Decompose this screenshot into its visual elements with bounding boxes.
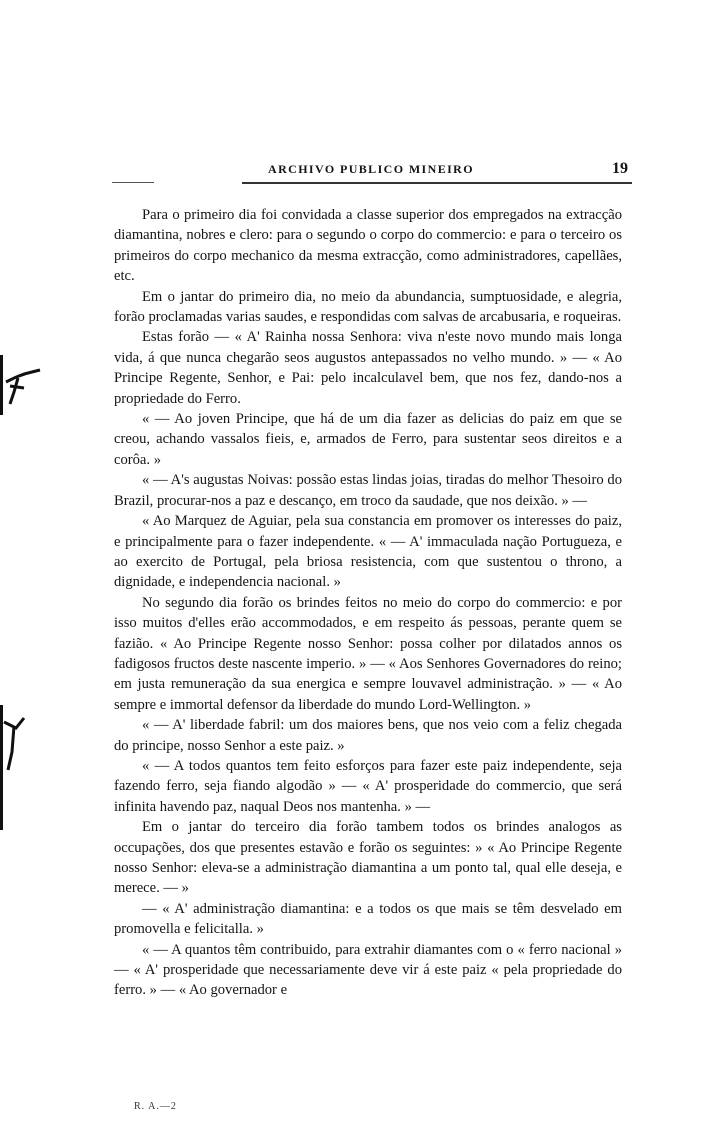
page-number: 19 (612, 160, 628, 177)
running-header (112, 158, 632, 182)
signature-mark: R. A.—2 (134, 1101, 177, 1112)
paragraph: No segundo dia forão os brindes feitos no meio do corpo do commercio: e por isso muitos d'elles erão accommodados, e em respeito ás pessoas, perante quem se fazião. « Ao Principe Regente nosso Senhor: possa colher por dilatados annos os fadigosos fructos deste nascente imperio. » — « Aos Senhores Governadores do reino; em justa remuneração da sua energica e sempre louvavel administração. » — « Ao sempre e immortal defensor da liberdade do mundo Lord-Wellington. » (114, 594, 622, 713)
paragraph: « Ao Marquez de Aguiar, pela sua constancia em promover os interesses do paiz, e principalmente para o fazer independente. « — A' immaculada nação Portugueza, e ao exercito de Portugal, pela briosa resistencia, com que sustentou o throno, a dignidade, e independencia nacional. » (114, 513, 622, 591)
paragraph: « — A's augustas Noivas: possão estas lindas joias, tiradas do melhor Thesoiro do Brazil, procurar-nos a paz e descanço, em troco da saudade, que nos deixão. » — (114, 472, 622, 509)
scan-artifact (0, 355, 3, 415)
header-rule-left (112, 182, 154, 183)
paragraph: « — A quantos têm contribuido, para extrahir diamantes com o « ferro nacional » — « A' prosperidade que necessariamente deve vir á este paiz « pela propriedade do ferro. » — « Ao governador e (114, 941, 622, 999)
paragraph: — « A' administração diamantina: e a todos os que mais se têm desvelado em promovella e felicitalla. » (114, 900, 622, 938)
header-title: ARCHIVO PUBLICO MINEIRO (268, 162, 474, 176)
paragraph: « — Ao joven Principe, que há de um dia fazer as delicias do paiz em que se creou, achando vassalos fieis, e, armados de Ferro, para sustentar seos direitos e a corôa. » (114, 411, 622, 468)
paragraph: « — A todos quantos tem feito esforços para fazer este paiz independente, seja fazendo ferro, seja fiando algodão » — « A' prosperidade do commercio, que será infinita havendo paz, naqual Deos nos mantenha. » — (114, 757, 622, 815)
paragraph: « — A' liberdade fabril: um dos maiores bens, que nos veio com a feliz chegada do principe, nosso Senhor a este paiz. » (114, 717, 622, 754)
paragraph: Em o jantar do primeiro dia, no meio da abundancia, sumptuosidade, e alegria, forão proclamadas varias saudes, e respondidas com salvas de arcabusaria, e roqueiras. (114, 288, 622, 326)
paragraph: Estas forão — « A' Rainha nossa Senhora: viva n'este novo mundo mais longa vida, á que nunca chegarão seos augustos antepassados no velho mundo. » — « Ao Principe Regente, Senhor, e Pai: pelo incalculavel bem, que nos fez, dando-nos a propriedade do Ferro. (114, 329, 622, 407)
margin-scribble-icon (2, 712, 38, 772)
paragraph: Em o jantar do terceiro dia forão tambem todos os brindes analogos as occupações, dos que presentes estavão e forão os seguintes: » « Ao Principe Regente nosso Senhor: eleva-se a administração diamantina a um ponto tal, qual elle deseja, e merece. — » (114, 819, 622, 897)
header-rule (242, 182, 632, 184)
body-text (114, 205, 622, 1001)
paragraph: Para o primeiro dia foi convidada a classe superior dos empregados na extracção diamantina, nobres e clero: para o segundo o corpo do commercio: e para o terceiro os primeiros do corpo mechanico da mesma extracção, como administradores, capellães, etc. (114, 207, 622, 285)
margin-scribble-icon (4, 368, 48, 414)
